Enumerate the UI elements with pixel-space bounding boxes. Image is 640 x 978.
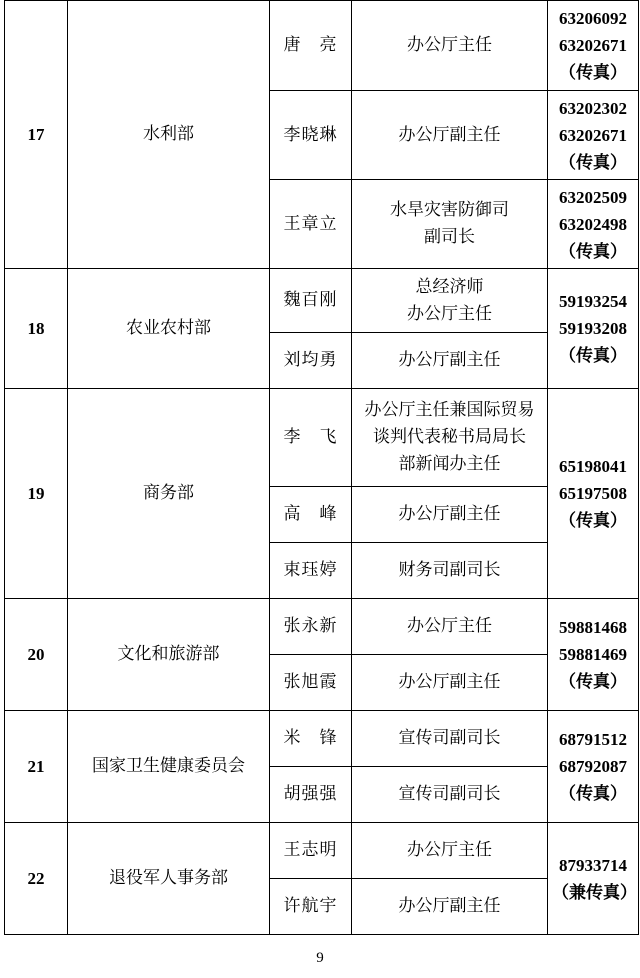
phone-cell: 59193254 59193208 （传真）: [548, 269, 639, 389]
person-name: 李 飞: [270, 389, 352, 487]
person-name: 张永新: [270, 599, 352, 655]
person-name: 高 峰: [270, 487, 352, 543]
table-row: [5, 269, 639, 333]
person-title: 总经济师 办公厅主任: [352, 269, 548, 333]
person-title: 宣传司副司长: [352, 711, 548, 767]
person-name: 王章立: [270, 180, 352, 269]
person-title: 办公厅主任: [352, 1, 548, 91]
row-number: 17: [5, 1, 68, 269]
person-title: 宣传司副司长: [352, 767, 548, 823]
row-number: 19: [5, 389, 68, 599]
person-name: 束珏婷: [270, 543, 352, 599]
person-title: 办公厅副主任: [352, 655, 548, 711]
person-title: 水旱灾害防御司 副司长: [352, 180, 548, 269]
person-name: 王志明: [270, 823, 352, 879]
contact-directory-table: [4, 0, 639, 935]
table-row: [5, 823, 639, 879]
department-name: 水利部: [68, 1, 270, 269]
person-title: 办公厅副主任: [352, 879, 548, 935]
phone-cell: 59881468 59881469 （传真）: [548, 599, 639, 711]
person-name: 米 锋: [270, 711, 352, 767]
phone-cell: 63202302 63202671 （传真）: [548, 91, 639, 180]
person-title: 办公厅主任: [352, 823, 548, 879]
department-name: 商务部: [68, 389, 270, 599]
phone-cell: 87933714 （兼传真）: [548, 823, 639, 935]
row-number: 18: [5, 269, 68, 389]
person-name: 张旭霞: [270, 655, 352, 711]
person-name: 唐 亮: [270, 1, 352, 91]
department-name: 国家卫生健康委员会: [68, 711, 270, 823]
person-title: 办公厅主任兼国际贸易 谈判代表秘书局局长 部新闻办主任: [352, 389, 548, 487]
department-name: 农业农村部: [68, 269, 270, 389]
person-title: 办公厅副主任: [352, 91, 548, 180]
table-row: [5, 711, 639, 767]
person-name: 刘均勇: [270, 333, 352, 389]
person-name: 李晓琳: [270, 91, 352, 180]
person-title: 办公厅副主任: [352, 333, 548, 389]
person-title: 财务司副司长: [352, 543, 548, 599]
person-name: 胡强强: [270, 767, 352, 823]
phone-cell: 63202509 63202498 （传真）: [548, 180, 639, 269]
table-row: [5, 389, 639, 487]
phone-cell: 68791512 68792087 （传真）: [548, 711, 639, 823]
row-number: 20: [5, 599, 68, 711]
row-number: 21: [5, 711, 68, 823]
department-name: 文化和旅游部: [68, 599, 270, 711]
phone-cell: 65198041 65197508 （传真）: [548, 389, 639, 599]
department-name: 退役军人事务部: [68, 823, 270, 935]
row-number: 22: [5, 823, 68, 935]
person-name: 魏百刚: [270, 269, 352, 333]
page-number: 9: [316, 950, 324, 966]
person-name: 许航宇: [270, 879, 352, 935]
table-row: [5, 1, 639, 91]
table-row: [5, 599, 639, 655]
phone-cell: 63206092 63202671 （传真）: [548, 1, 639, 91]
person-title: 办公厅主任: [352, 599, 548, 655]
person-title: 办公厅副主任: [352, 487, 548, 543]
